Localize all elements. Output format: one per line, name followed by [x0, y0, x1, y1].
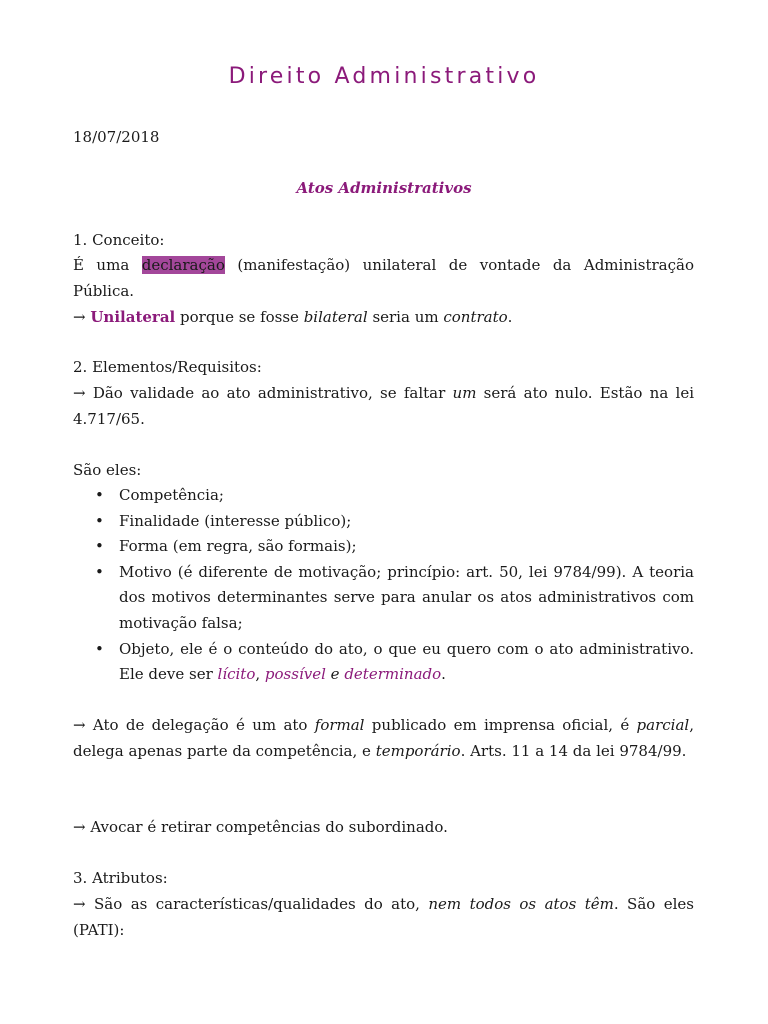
bullet-icon: • — [95, 511, 104, 530]
list-item — [73, 534, 694, 560]
document-title: Direito Administrativo — [228, 64, 540, 89]
delegacao-text-4: . Arts. 11 a 14 da lei 9784/99. — [460, 741, 687, 760]
delegacao-text-3: , delega apenas parte da competência, e — [73, 716, 694, 760]
definition-prefix: É uma — [73, 256, 142, 274]
bullet-icon: • — [95, 486, 104, 504]
um-term: um — [452, 384, 477, 402]
requisitos-list — [73, 483, 694, 688]
list-item-text: Forma (em regra, são formais); — [119, 537, 357, 556]
parcial-term: parcial — [636, 716, 690, 734]
bilateral-term: bilateral — [303, 308, 368, 326]
objeto-comma: , — [255, 665, 265, 684]
atributos-heading: 3. Atributos: — [73, 869, 168, 887]
bullet-icon: • — [95, 562, 104, 581]
determinado-term: determinado — [344, 665, 442, 684]
objeto-text: Objeto, ele é o conteúdo do ato, o que eu quero com o ato administrativo. Ele deve ser — [119, 639, 694, 684]
delegacao-text-2: publicado em imprensa oficial, é — [364, 716, 637, 734]
conceito-definition — [73, 253, 694, 304]
unilateral-term: Unilateral — [90, 308, 176, 326]
objeto-end: . — [441, 665, 446, 684]
contrato-term: contrato — [443, 308, 508, 326]
atributos-text-2: . São eles (PATI): — [73, 895, 694, 939]
document-date: 18/07/2018 — [73, 128, 160, 146]
avocar-paragraph: → Avocar é retirar competências do subordinado. — [73, 818, 448, 836]
unilateral-text-1: porque se fosse — [175, 308, 304, 326]
list-item-text: Motivo (é diferente de motivação; princípio: art. 50, lei 9784/99). A teoria dos motivos determinantes serve para anular os atos administrativos com motivação falsa; — [119, 562, 694, 632]
delegacao-text-1: → Ato de delegação é um ato — [73, 716, 315, 734]
objeto-and: e — [325, 665, 345, 684]
licito-term: lícito — [217, 665, 256, 684]
elementos-heading: 2. Elementos/Requisitos: — [73, 358, 262, 376]
highlighted-term: declaração — [141, 256, 225, 274]
elementos-text-1: → Dão validade ao ato administrativo, se faltar — [73, 384, 453, 402]
nem-todos-term: nem todos os atos têm — [428, 895, 614, 913]
sao-eles-label: São eles: — [73, 461, 142, 479]
atributos-text-1: → São as características/qualidades do ato, — [73, 895, 429, 913]
unilateral-note — [73, 305, 694, 331]
delegacao-paragraph — [73, 713, 694, 764]
atributos-description — [73, 892, 694, 943]
temporario-term: temporário — [375, 741, 461, 760]
formal-term: formal — [314, 716, 365, 734]
arrow-glyph: → — [73, 308, 91, 326]
possivel-term: possível — [264, 665, 326, 684]
list-item — [73, 483, 694, 509]
bullet-icon: • — [95, 639, 104, 658]
list-item-text: Finalidade (interesse público); — [119, 511, 352, 530]
unilateral-end: . — [507, 308, 513, 326]
definition-rest: (manifestação) unilateral de vontade da Administração Pública. — [73, 256, 694, 300]
list-item — [73, 637, 694, 688]
elementos-text-2: será ato nulo. Estão na lei 4.717/65. — [73, 384, 694, 428]
unilateral-text-2: seria um — [367, 308, 444, 326]
list-item — [73, 509, 694, 535]
section-subtitle: Atos Administrativos — [296, 179, 472, 197]
conceito-heading: 1. Conceito: — [73, 231, 165, 249]
list-item — [73, 560, 694, 637]
list-item-text: Competência; — [119, 486, 224, 504]
bullet-icon: • — [95, 537, 104, 556]
elementos-description — [73, 381, 694, 432]
